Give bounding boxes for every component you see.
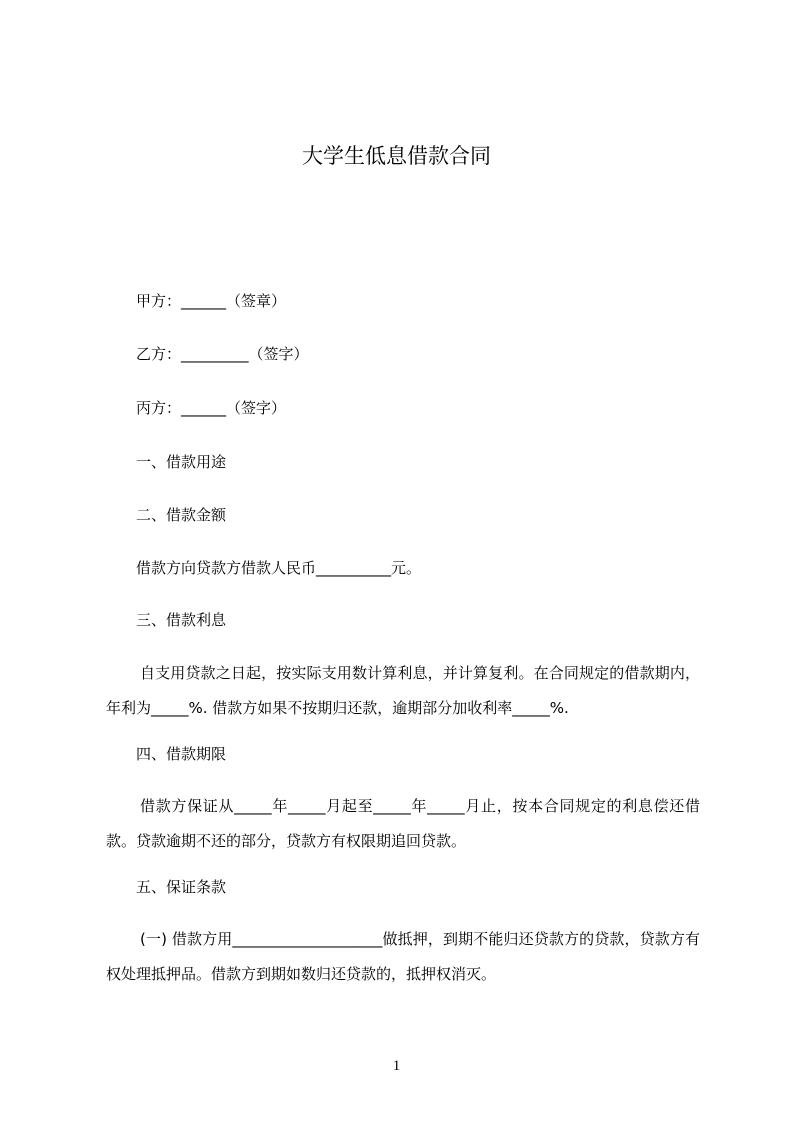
page-number: 1	[392, 1058, 401, 1074]
interest-clause: 自支用贷款之日起，按实际支用数计算利息，并计算复利。在合同规定的借款期内，年利为_____%. 借款方如果不按期归还款，逾期部分加收利率_____%.	[106, 664, 700, 717]
party-c-line: 丙方：______（签字）	[136, 399, 287, 417]
guarantee-clause-1: (一) 借款方用____________________做抵押，到期不能归还贷款方的贷款，贷款方有权处理抵押品。借款方到期如数归还贷款的，抵押权消灭。	[106, 930, 700, 983]
section-heading-amount: 二、借款金额	[136, 506, 227, 524]
section-heading-term: 四、借款期限	[136, 745, 227, 763]
party-b-line: 乙方：_________（签字）	[136, 345, 309, 363]
term-clause: 借款方保证从_____年_____月起至_____年_____月止，按本合同规定的利息偿还借款。贷款逾期不还的部分，贷款方有权限期追回贷款。	[106, 797, 700, 850]
section-heading-purpose: 一、借款用途	[136, 453, 227, 471]
document-title: 大学生低息借款合同	[302, 144, 491, 168]
section-heading-guarantee: 五、保证条款	[136, 878, 227, 896]
party-a-line: 甲方：______（签章）	[136, 292, 287, 310]
section-heading-interest: 三、借款利息	[136, 611, 227, 629]
amount-clause: 借款方向贷款方借款人民币__________元。	[136, 559, 422, 577]
